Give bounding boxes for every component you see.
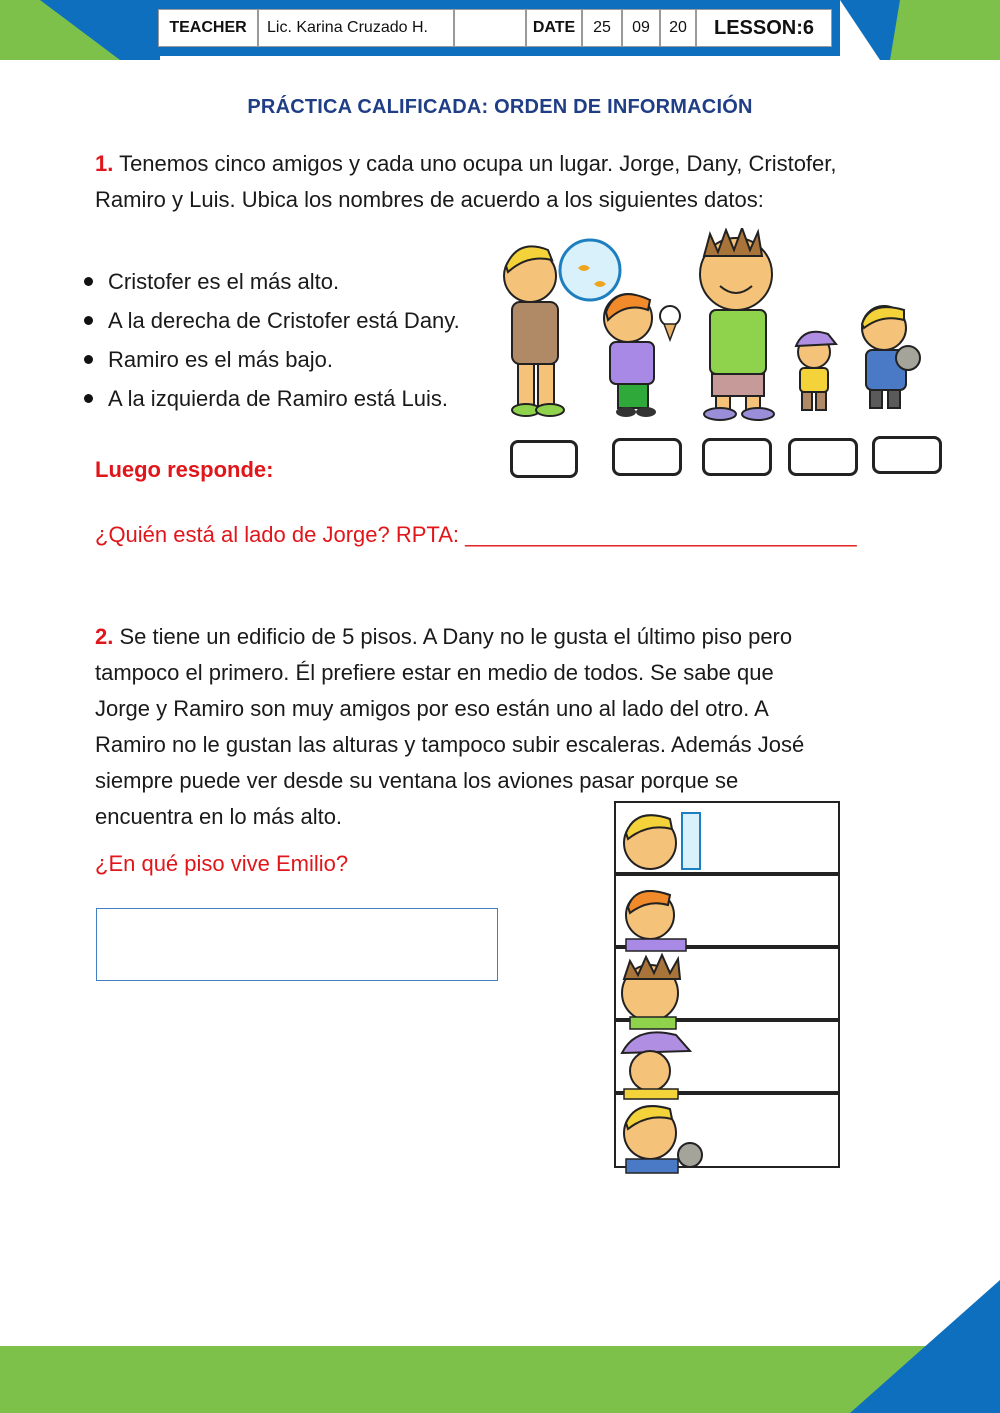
- header-spacer: [454, 9, 526, 47]
- q2-line-1: tampoco el primero. Él prefiere estar en medio de todos. Se sabe que: [95, 660, 774, 685]
- then-respond-label: Luego responde:: [95, 457, 274, 482]
- face-fishbowl-kid: [624, 813, 700, 869]
- answer-slot-5[interactable]: [872, 436, 942, 474]
- date-day: 25: [582, 9, 622, 47]
- date-year: 20: [660, 9, 696, 47]
- q1-statement: [95, 146, 955, 218]
- footer-banner: [0, 1280, 1000, 1413]
- face-cap-kid: [622, 1032, 690, 1099]
- list-item: A la izquierda de Ramiro está Luis.: [80, 379, 460, 418]
- teacher-label: TEACHER: [158, 9, 258, 47]
- q2-line-4: siempre puede ver desde su ventana los aviones pasar porque se: [95, 768, 739, 793]
- floor-faces: [616, 803, 708, 1175]
- q2-question: ¿En qué piso vive Emilio?: [95, 851, 349, 876]
- answer-slot-3[interactable]: [702, 438, 772, 476]
- face-icecream-kid: [626, 891, 686, 951]
- date-label: DATE: [526, 9, 582, 47]
- list-item: A la derecha de Cristofer está Dany.: [80, 301, 460, 340]
- kids-illustration: [498, 228, 950, 424]
- page-title: PRÁCTICA CALIFICADA: ORDEN DE INFORMACIÓN: [247, 96, 753, 118]
- answer-slot-4[interactable]: [788, 438, 858, 476]
- q1-text-line1: Tenemos cinco amigos y cada uno ocupa un lugar. Jorge, Dany, Cristofer,: [113, 151, 837, 176]
- q2-number: 2.: [95, 624, 114, 649]
- kid-with-icecream: [604, 294, 680, 417]
- face-teddy-kid: [624, 1106, 702, 1173]
- lesson-label: LESSON:6: [696, 9, 832, 47]
- kid-shortest: [796, 332, 836, 410]
- q2-line-5: encuentra en lo más alto.: [95, 804, 343, 829]
- q1-number: 1.: [95, 151, 114, 176]
- q2-line-0: Se tiene un edificio de 5 pisos. A Dany no le gusta el último piso pero: [113, 624, 793, 649]
- answer-slot-1[interactable]: [510, 440, 578, 478]
- list-item: Cristofer es el más alto.: [80, 262, 460, 301]
- kid-with-teddy: [862, 306, 920, 408]
- answer-slot-2[interactable]: [612, 438, 682, 476]
- kid-with-fishbowl: [504, 240, 620, 416]
- q2-line-3: Ramiro no le gustan las alturas y tampoco subir escaleras. Además José: [95, 732, 805, 757]
- q2-line-2: Jorge y Ramiro son muy amigos por eso están uno al lado del otro. A: [95, 696, 769, 721]
- q1-question: ¿Quién está al lado de Jorge? RPTA: ________________________________: [95, 522, 857, 547]
- face-tallest-kid: [622, 955, 680, 1029]
- list-item: Ramiro es el más bajo.: [80, 340, 460, 379]
- q1-facts-list: [80, 262, 460, 418]
- teacher-name: Lic. Karina Cruzado H.: [258, 9, 454, 47]
- date-month: 09: [622, 9, 660, 47]
- q1-text-line2: Ramiro y Luis. Ubica los nombres de acuerdo a los siguientes datos:: [95, 187, 764, 212]
- q2-answer-box[interactable]: [96, 908, 498, 981]
- kid-tallest: [700, 228, 774, 420]
